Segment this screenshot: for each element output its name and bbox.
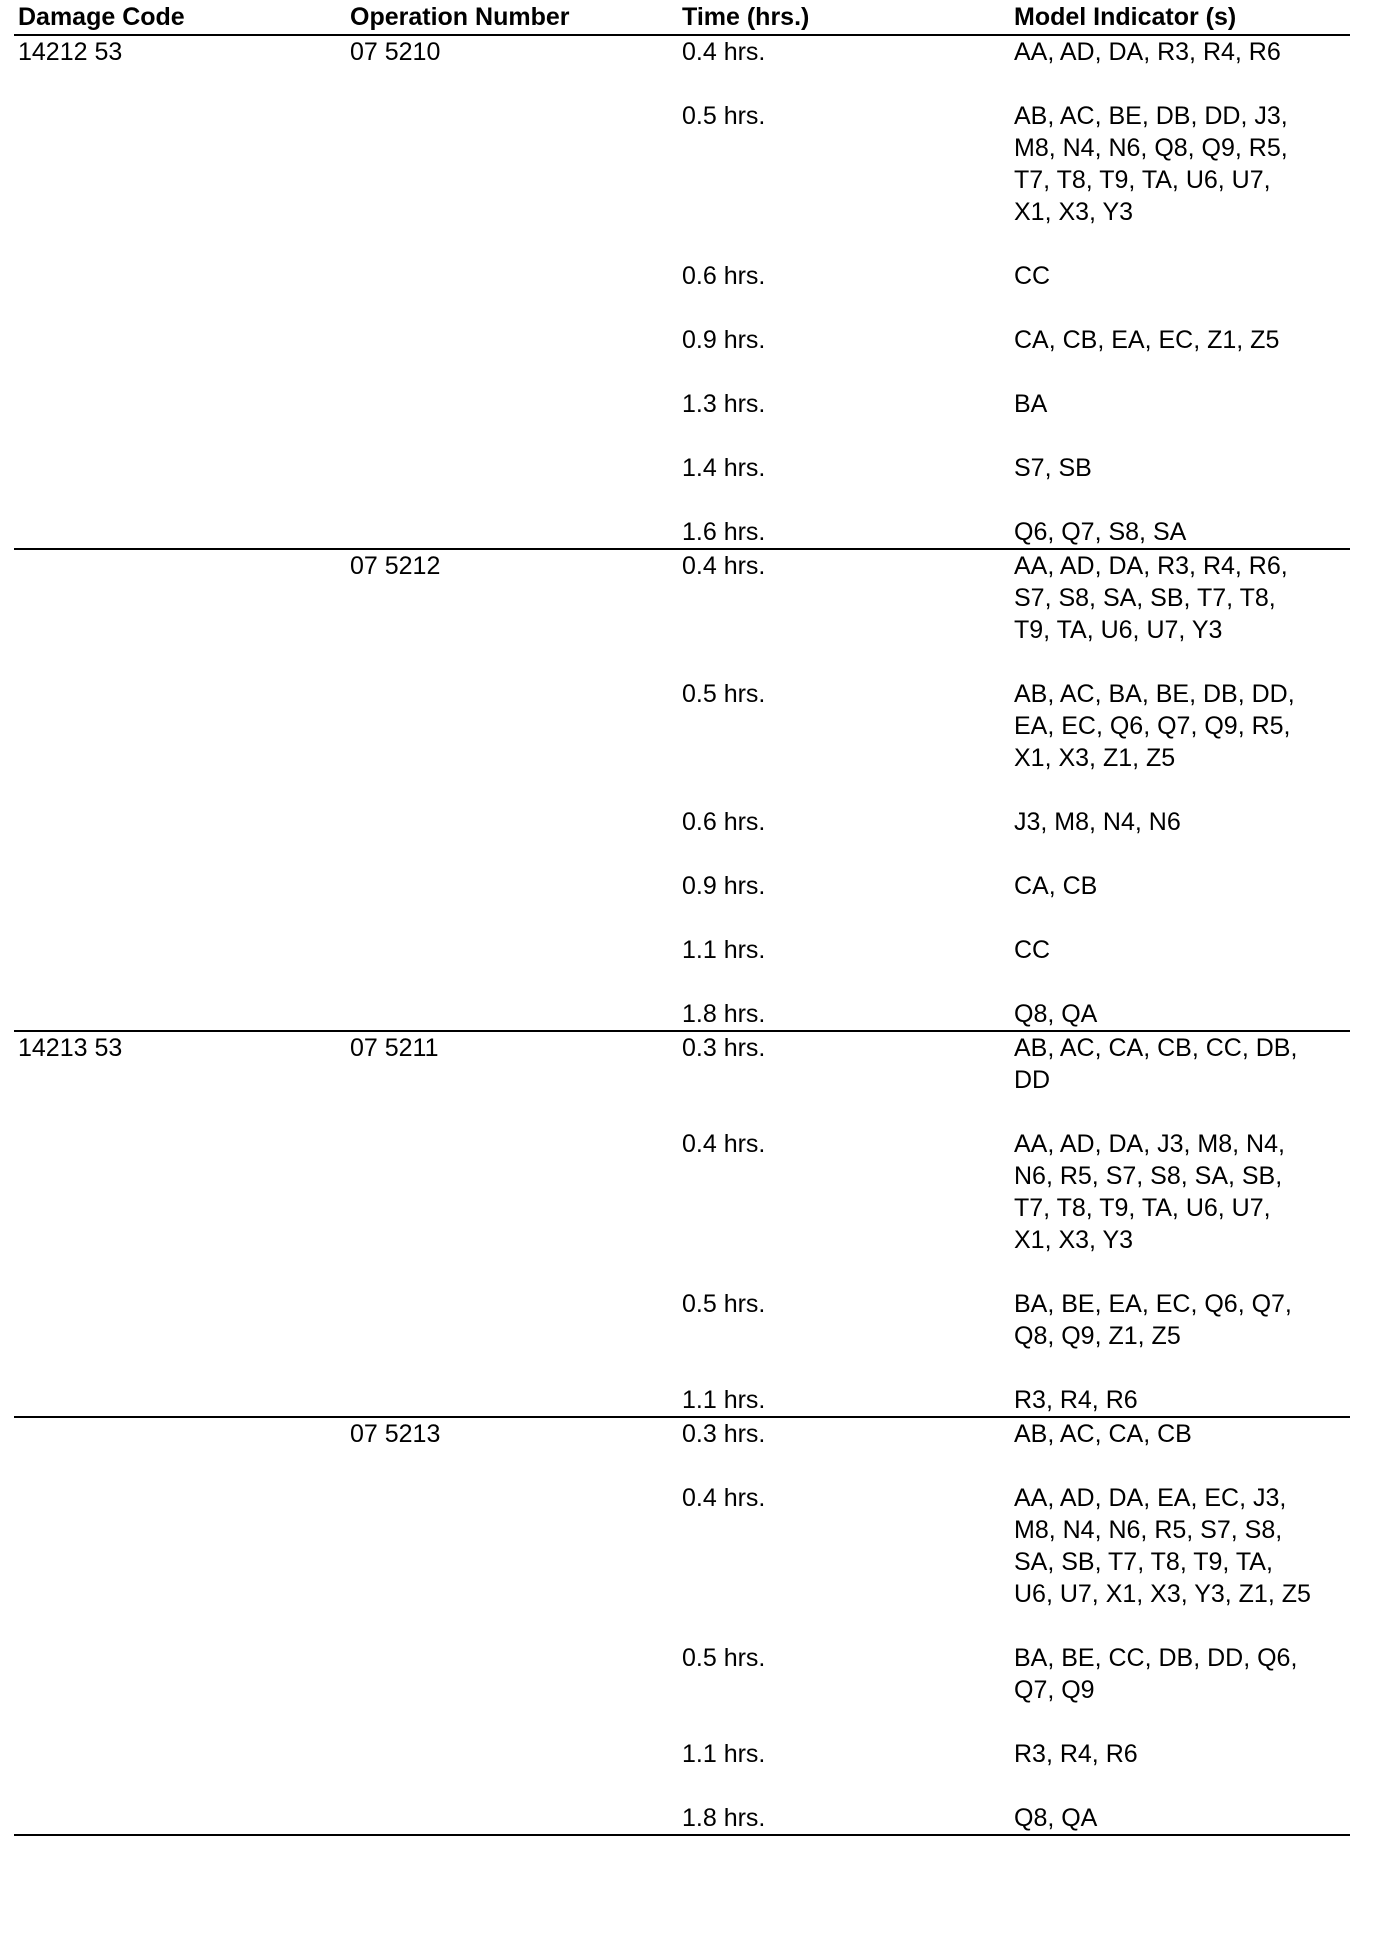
time-value: 1.8 hrs.: [682, 1000, 766, 1028]
table-row: [682, 1418, 1350, 1450]
table-group: [14, 36, 1350, 550]
time-value: 0.3 hrs.: [682, 1420, 766, 1448]
time-value: 0.6 hrs.: [682, 808, 766, 836]
table-row: [682, 388, 1350, 420]
model-indicators: BA, BE, EA, EC, Q6, Q7, Q8, Q9, Z1, Z5: [1014, 1290, 1292, 1350]
table-row: [682, 998, 1350, 1030]
time-value: 0.3 hrs.: [682, 1034, 766, 1062]
time-value: 0.4 hrs.: [682, 38, 766, 66]
model-indicators: AA, AD, DA, EA, EC, J3, M8, N4, N6, R5, S7, S8, SA, SB, T7, T8, T9, TA, U6, U7, X1, X3, Y3, Z1, Z5: [1014, 1484, 1311, 1608]
table-group: [14, 1418, 1350, 1836]
time-value: 0.5 hrs.: [682, 1644, 766, 1672]
table-header: [14, 0, 1350, 36]
model-indicators: AB, AC, CA, CB, CC, DB, DD: [1014, 1034, 1298, 1094]
table-body: [14, 36, 1350, 1836]
table-row: [682, 1482, 1350, 1610]
model-indicators: AA, AD, DA, R3, R4, R6: [1014, 38, 1281, 66]
table-group: [14, 550, 1350, 1032]
table-row: [682, 516, 1350, 548]
model-indicators: CA, CB, EA, EC, Z1, Z5: [1014, 326, 1280, 354]
time-value: 1.8 hrs.: [682, 1804, 766, 1832]
table-row: [682, 1642, 1350, 1706]
table-row: [682, 1128, 1350, 1256]
time-value: 1.1 hrs.: [682, 1386, 766, 1414]
table-row: [682, 36, 1350, 68]
table-group: [14, 1032, 1350, 1418]
time-value: 0.5 hrs.: [682, 680, 766, 708]
damage-code: 14212 53: [18, 38, 123, 66]
model-indicators: CC: [1014, 936, 1051, 964]
model-indicators: BA: [1014, 390, 1048, 418]
model-indicators: AB, AC, CA, CB: [1014, 1420, 1192, 1448]
model-indicators: J3, M8, N4, N6: [1014, 808, 1181, 836]
model-indicators: R3, R4, R6: [1014, 1386, 1138, 1414]
model-indicators: R3, R4, R6: [1014, 1740, 1138, 1768]
table-row: [682, 550, 1350, 646]
time-value: 1.4 hrs.: [682, 454, 766, 482]
time-value: 1.3 hrs.: [682, 390, 766, 418]
operation-number: 07 5213: [350, 1420, 441, 1448]
model-indicators: CC: [1014, 262, 1051, 290]
table-row: [682, 1032, 1350, 1096]
table-row: [682, 870, 1350, 902]
time-value: 0.4 hrs.: [682, 1484, 766, 1512]
model-indicators: AB, AC, BA, BE, DB, DD, EA, EC, Q6, Q7, Q9, R5, X1, X3, Z1, Z5: [1014, 680, 1295, 772]
time-value: 0.6 hrs.: [682, 262, 766, 290]
operation-number: 07 5212: [350, 552, 441, 580]
table-row: [682, 260, 1350, 292]
model-indicators: AA, AD, DA, R3, R4, R6, S7, S8, SA, SB, T7, T8, T9, TA, U6, U7, Y3: [1014, 552, 1288, 644]
time-value: 0.4 hrs.: [682, 1130, 766, 1158]
time-value: 0.9 hrs.: [682, 326, 766, 354]
table-row: [682, 1384, 1350, 1416]
time-value: 1.1 hrs.: [682, 1740, 766, 1768]
model-indicators: Q6, Q7, S8, SA: [1014, 518, 1187, 546]
model-indicators: AA, AD, DA, J3, M8, N4, N6, R5, S7, S8, SA, SB, T7, T8, T9, TA, U6, U7, X1, X3, Y3: [1014, 1130, 1285, 1254]
table-row: [682, 678, 1350, 774]
header-operation-number: Operation Number: [350, 3, 570, 31]
model-indicators: Q8, QA: [1014, 1000, 1098, 1028]
operation-number: 07 5211: [350, 1034, 439, 1062]
model-indicators: Q8, QA: [1014, 1804, 1098, 1832]
table-row: [682, 806, 1350, 838]
time-value: 1.6 hrs.: [682, 518, 766, 546]
time-value: 0.5 hrs.: [682, 102, 766, 130]
header-damage-code: Damage Code: [18, 3, 185, 31]
table-row: [682, 1802, 1350, 1834]
header-model-indicators: Model Indicator (s): [1014, 3, 1237, 31]
model-indicators: CA, CB: [1014, 872, 1098, 900]
time-value: 1.1 hrs.: [682, 936, 766, 964]
operation-number: 07 5210: [350, 38, 441, 66]
table-row: [682, 1288, 1350, 1352]
table-row: [682, 324, 1350, 356]
time-value: 0.4 hrs.: [682, 552, 766, 580]
table-row: [682, 934, 1350, 966]
model-indicators: BA, BE, CC, DB, DD, Q6, Q7, Q9: [1014, 1644, 1298, 1704]
damage-code: 14213 53: [18, 1034, 123, 1062]
model-indicators: AB, AC, BE, DB, DD, J3, M8, N4, N6, Q8, Q9, R5, T7, T8, T9, TA, U6, U7, X1, X3, Y3: [1014, 102, 1288, 226]
table-row: [682, 100, 1350, 228]
model-indicators: S7, SB: [1014, 454, 1092, 482]
time-value: 0.5 hrs.: [682, 1290, 766, 1318]
header-time: Time (hrs.): [682, 3, 810, 31]
table-row: [682, 1738, 1350, 1770]
labor-time-table: [14, 0, 1350, 1836]
time-value: 0.9 hrs.: [682, 872, 766, 900]
table-row: [682, 452, 1350, 484]
